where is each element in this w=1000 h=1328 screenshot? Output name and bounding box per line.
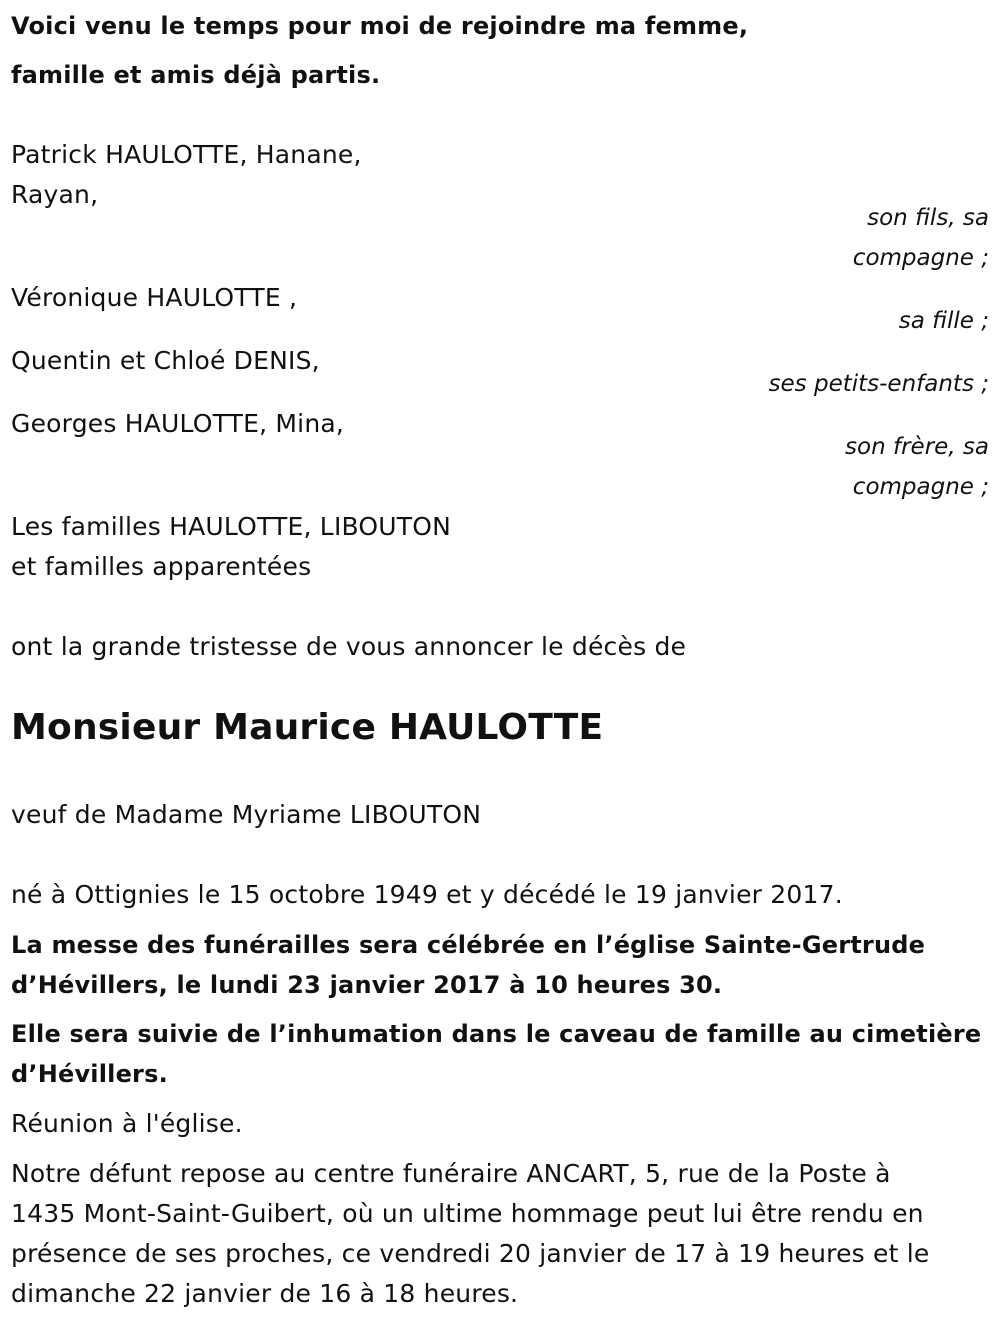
family-patrick-line-1: Patrick HAULOTTE, Hanane, [11,140,362,169]
mass-line-2: d’Hévillers, le lundi 23 janvier 2017 à 10 heures 30. [11,971,723,999]
family-veronique: Véronique HAULOTTE , [11,283,298,312]
announcement: ont la grande tristesse de vous annoncer le décès de [11,632,687,661]
birth-death: né à Ottignies le 15 octobre 1949 et y décédé le 19 janvier 2017. [11,880,843,909]
burial-line-2: d’Hévillers. [11,1060,168,1088]
family-quentin: Quentin et Chloé DENIS, [11,346,320,375]
burial-line-1: Elle sera suivie de l’inhumation dans le caveau de famille au cimetière [11,1020,982,1048]
visitation-line-4: dimanche 22 janvier de 16 à 18 heures. [11,1279,519,1308]
family-georges-role-2: compagne ; [852,474,989,500]
family-patrick-role-2: compagne ; [852,245,989,271]
family-georges: Georges HAULOTTE, Mina, [11,409,345,438]
family-quentin-role: ses petits-enfants ; [768,371,989,397]
widower-of: veuf de Madame Myriame LIBOUTON [11,800,482,829]
family-georges-role-1: son frère, sa [845,434,989,460]
visitation-line-2: 1435 Mont-Saint-Guibert, où un ultime hommage peut lui être rendu en [11,1199,924,1228]
families-line-1: Les familles HAULOTTE, LIBOUTON [11,512,452,541]
meeting: Réunion à l'église. [11,1109,243,1138]
families-line-2: et familles apparentées [11,552,312,581]
deceased-name: Monsieur Maurice HAULOTTE [11,707,604,748]
family-veronique-role: sa fille ; [898,308,989,334]
mass-line-1: La messe des funérailles sera célébrée en l’église Sainte-Gertrude [11,931,926,959]
intro-line-1: Voici venu le temps pour moi de rejoindre ma femme, [11,12,749,40]
intro-line-2: famille et amis déjà partis. [11,61,381,89]
family-patrick-line-2: Rayan, [11,180,99,209]
family-patrick-role-1: son fils, sa [867,205,989,231]
visitation-line-3: présence de ses proches, ce vendredi 20 janvier de 17 à 19 heures et le [11,1239,930,1268]
visitation-line-1: Notre défunt repose au centre funéraire ANCART, 5, rue de la Poste à [11,1159,891,1188]
